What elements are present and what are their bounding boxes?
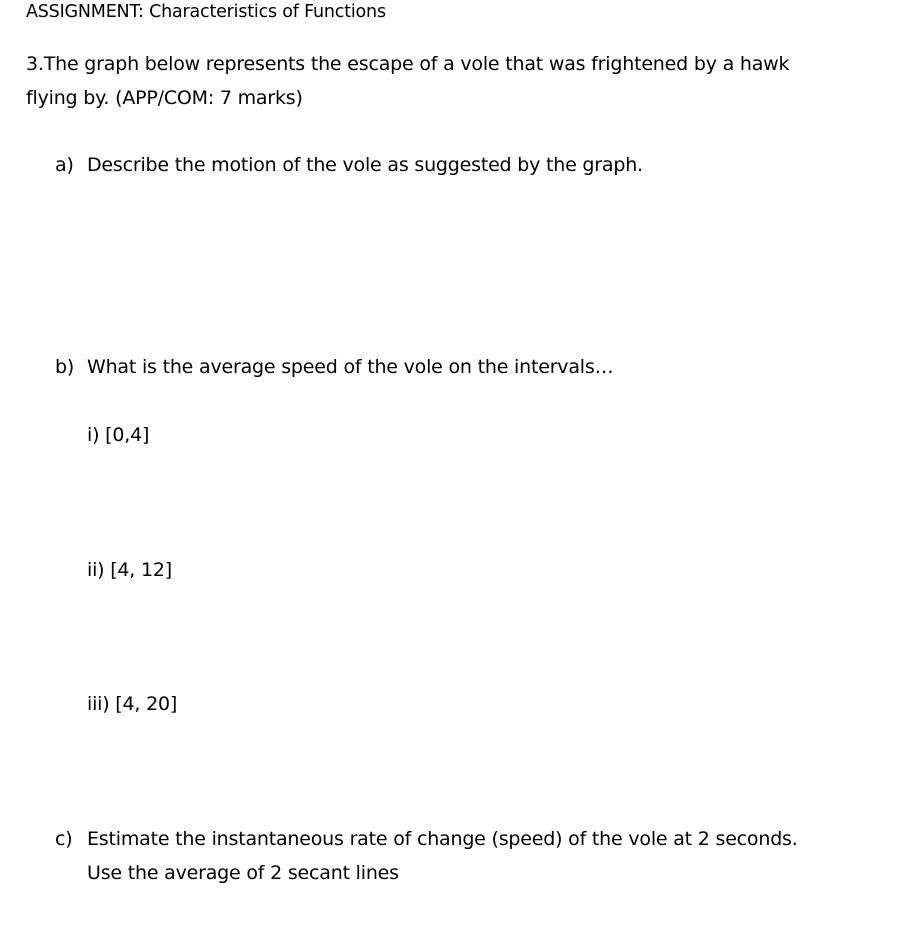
part-a-text: Describe the motion of the vole as suggested by the graph. <box>87 154 643 176</box>
part-b-text: What is the average speed of the vole on the intervals… <box>87 356 614 378</box>
assignment-header: ASSIGNMENT: Characteristics of Functions <box>26 2 386 22</box>
part-a <box>55 156 643 175</box>
part-b-sub-iii: iii) [4, 20] <box>87 693 178 715</box>
part-c <box>55 830 798 849</box>
part-b <box>55 358 613 377</box>
question-text-line-2: flying by. (APP/COM: 7 marks) <box>26 87 303 109</box>
part-c-letter: c) <box>55 828 73 850</box>
part-b-sub-ii: ii) [4, 12] <box>87 559 172 581</box>
part-b-letter: b) <box>55 356 75 378</box>
part-c-text-line-2: Use the average of 2 secant lines <box>87 862 399 884</box>
part-b-sub-i: i) [0,4] <box>87 424 150 446</box>
question-text-line-1: 3.The graph below represents the escape of a vole that was frightened by a hawk <box>26 53 790 75</box>
part-a-letter: a) <box>55 154 74 176</box>
part-c-text-line-1: Estimate the instantaneous rate of change (speed) of the vole at 2 seconds. <box>87 828 798 850</box>
